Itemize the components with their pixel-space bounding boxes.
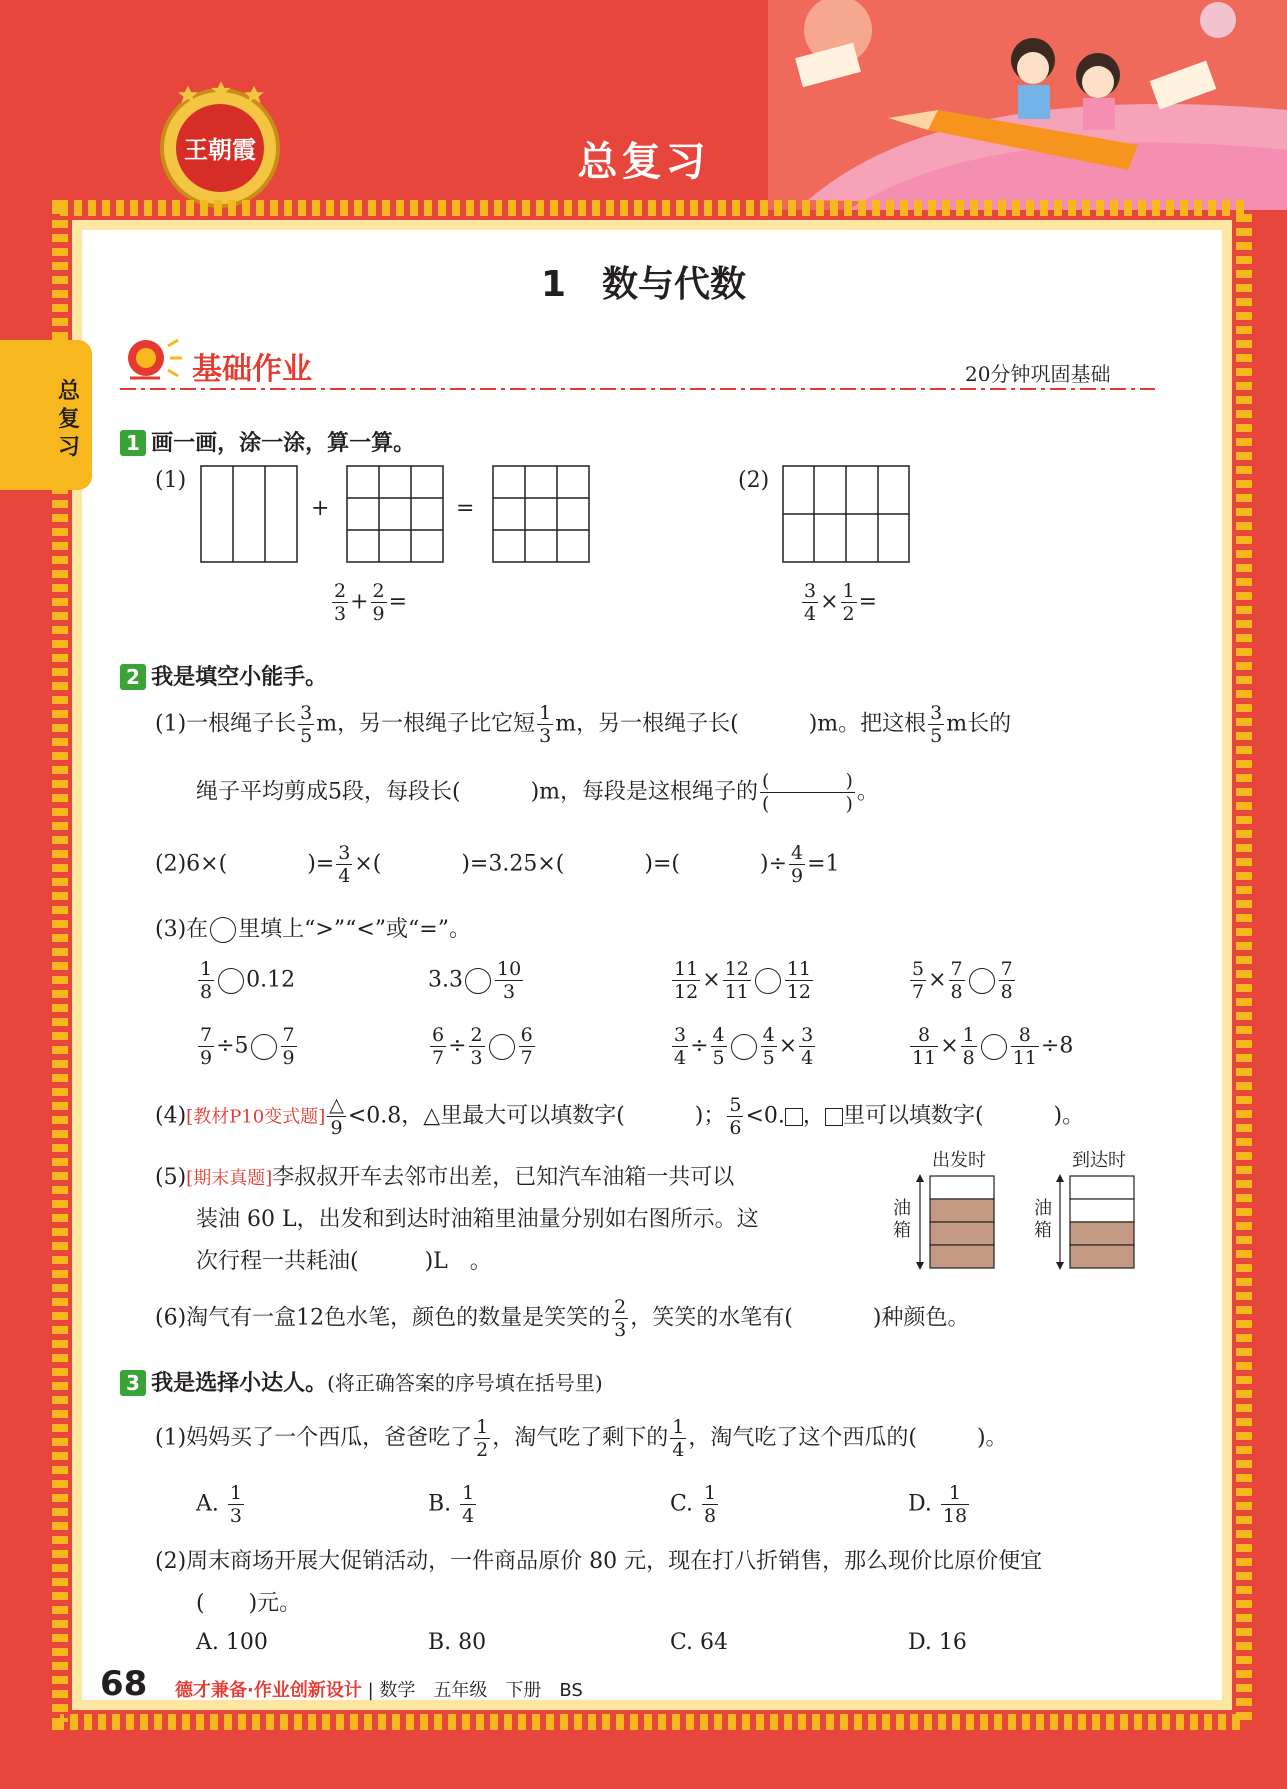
- tank-cell: [930, 1245, 994, 1268]
- q2-s5-line1: (5)[期末真题]李叔叔开车去邻市出差，已知汽车油箱一共可以: [155, 1165, 735, 1190]
- lesson-title: 1 数与代数: [540, 264, 747, 305]
- tank-cell: [1070, 1176, 1134, 1199]
- tank-cell: [930, 1199, 994, 1222]
- tank1-figure: [908, 1172, 1008, 1272]
- tank-cell: [1070, 1199, 1134, 1222]
- tank1-label: 出发时: [932, 1150, 986, 1171]
- q2-s5-line3: 次行程一共耗油( )L 。: [196, 1249, 492, 1274]
- q2-s3-r1c2: 3.3 $\frac{10}{3}$: [428, 958, 522, 1003]
- q3-s1-option-d[interactable]: D. $\frac{1}{18}$: [908, 1482, 968, 1527]
- q2-s3-r1c3: $\frac{11}{12}$ × $\frac{12}{11}$ $\frac{11}{12}$: [674, 958, 811, 1003]
- q2-s2: (2)6×( )= $\frac{3}{4}$ ×( )=3.25×( )=( )÷ $\frac{4}{9}$ =1: [155, 842, 840, 887]
- side-tab-label: 总复习: [58, 379, 81, 460]
- q1-grid-result[interactable]: [492, 465, 590, 563]
- tank-cell: [1070, 1222, 1134, 1245]
- tank-cell: [1070, 1245, 1134, 1268]
- q1-part1-label: (1): [155, 468, 187, 493]
- page-number: 68: [100, 1664, 148, 1704]
- q2-s3-title: (3)在 里填上“>”“<”或“=”。: [155, 917, 471, 942]
- q2-s3-r1c1: $\frac{1}{8}$ 0.12: [200, 958, 296, 1003]
- q1-number: 1: [120, 430, 146, 456]
- footer-text: [175, 1676, 583, 1702]
- footer-sep: |: [367, 1680, 374, 1701]
- homework-title: 基础作业: [192, 352, 312, 387]
- homework-divider: [120, 387, 1155, 391]
- q2-s3-r2c1: $\frac{7}{9}$ ÷5 $\frac{7}{9}$: [200, 1024, 295, 1069]
- q3-s2-option-d[interactable]: D. 16: [908, 1630, 967, 1655]
- q2-number: 2: [120, 664, 146, 690]
- q2-s1-line2: 绳子平均剪成5段，每段长( )m，每段是这根绳子的 $\frac{( )}{( )}$ 。: [196, 770, 879, 815]
- q2-s4: (4)[教材P10变式题] $\frac{\triangle}{9}$ <0.8，△里最大可以填数字( )； $\frac{5}{6}$ <0. ， 里可以填数字( )。: [155, 1094, 1085, 1139]
- q3-s2-option-c[interactable]: C. 64: [670, 1630, 729, 1655]
- tank-cell: [930, 1222, 994, 1245]
- q2-s5-line2: 装油 60 L，出发和到达时油箱里油量分别如右图所示。这: [196, 1207, 759, 1232]
- q2-s1-line1: (1)一根绳子长 $\frac{3}{5}$ m，另一根绳子比它短 $\frac{1}{3}$ m，另一根绳子长( )m。把这根 $\frac{3}{5}$ m长的: [155, 702, 1012, 747]
- tank2-figure: [1048, 1172, 1148, 1272]
- q2-title: 我是填空小能手。: [151, 665, 328, 690]
- badge-text: 王朝霞: [184, 136, 256, 164]
- q2-s3-r1c4: $\frac{5}{7}$ × $\frac{7}{8}$ $\frac{7}{8}$: [912, 958, 1013, 1003]
- tank1-cells: [930, 1176, 994, 1268]
- q1-equals: =: [456, 496, 475, 521]
- tank-cell: [930, 1176, 994, 1199]
- q3-s1-option-b[interactable]: B. $\frac{1}{4}$: [428, 1482, 475, 1527]
- q1-header: [120, 426, 415, 457]
- q3-title-note: (将正确答案的序号填在括号里): [327, 1371, 603, 1395]
- q1-part2-label: (2): [738, 468, 770, 493]
- q3-s2-line2: ( )元。: [196, 1591, 302, 1616]
- q1-title: 画一画，涂一涂，算一算。: [151, 431, 416, 456]
- footer-subject: 数学 五年级 下册 BS: [379, 1680, 583, 1701]
- homework-subtitle: 20分钟巩固基础: [965, 362, 1111, 386]
- q3-s2-line1: (2)周末商场开展大促销活动，一件商品原价 80 元，现在打八折销售，那么现价比原价便宜: [155, 1549, 1043, 1574]
- q2-header: [120, 660, 327, 691]
- q3-title: 我是选择小达人。: [151, 1371, 328, 1396]
- footer-series: 德才兼备·作业创新设计: [175, 1680, 362, 1701]
- q1-equation-1: $\frac{2}{3}$ + $\frac{2}{9}$ =: [334, 580, 408, 625]
- q3-s1-option-c[interactable]: C. $\frac{1}{8}$: [670, 1482, 717, 1527]
- q1-equation-2: $\frac{3}{4}$ × $\frac{1}{2}$ =: [804, 580, 878, 625]
- q3-number: 3: [120, 1370, 146, 1396]
- q1-grid-eighths[interactable]: [782, 465, 910, 563]
- tank2-label: 到达时: [1072, 1150, 1126, 1171]
- q2-s6: (6)淘气有一盒12色水笔，颜色的数量是笑笑的 $\frac{2}{3}$ ，笑笑的水笔有( )种颜色。: [155, 1296, 970, 1341]
- tank2-cells: [1070, 1176, 1134, 1268]
- q1-plus: +: [311, 496, 330, 521]
- tank1-side-label: 油箱: [893, 1198, 911, 1241]
- q2-s3-r2c3: $\frac{3}{4}$ ÷ $\frac{4}{5}$ $\frac{4}{5}$ × $\frac{3}{4}$: [674, 1024, 814, 1069]
- q1-grid-ninths[interactable]: [346, 465, 444, 563]
- q3-header: [120, 1366, 603, 1397]
- tank2-side-label: 油箱: [1034, 1198, 1052, 1241]
- lightbulb-icon: [120, 336, 184, 386]
- q3-s2-option-b[interactable]: B. 80: [428, 1630, 487, 1655]
- q3-s1: (1)妈妈买了一个西瓜，爸爸吃了 $\frac{1}{2}$ ，淘气吃了剩下的 $\frac{1}{4}$ ，淘气吃了这个西瓜的( )。: [155, 1416, 1008, 1461]
- fraction-blank[interactable]: $\frac{( )}{( )}$: [762, 770, 853, 815]
- q2-s3-r2c4: $\frac{8}{11}$ × $\frac{1}{8}$ $\frac{8}{11}$ ÷8: [912, 1024, 1074, 1069]
- q3-s1-option-a[interactable]: A. $\frac{1}{3}$: [196, 1482, 242, 1527]
- q3-s2-option-a[interactable]: A. 100: [196, 1630, 268, 1655]
- q1-grid-thirds[interactable]: [200, 465, 298, 563]
- section-title: 总复习: [577, 139, 710, 185]
- q2-s3-r2c2: $\frac{6}{7}$ ÷ $\frac{2}{3}$ $\frac{6}{7}$: [432, 1024, 533, 1069]
